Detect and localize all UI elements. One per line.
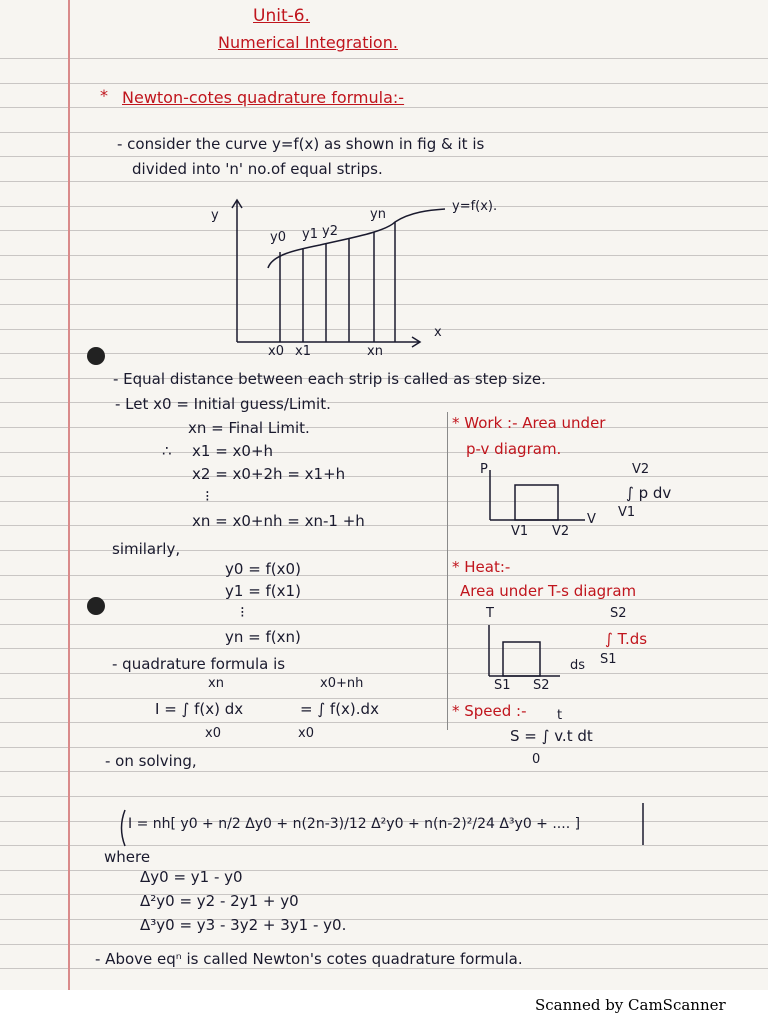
final-statement: - Above eqⁿ is called Newton's cotes quadrature formula. — [95, 950, 523, 968]
speed-formula: S = ∫ v.t dt — [510, 727, 593, 745]
heat-integral-upper: S2 — [610, 606, 627, 621]
newton-cotes-formula: I = nh[ y0 + n/2 Δy0 + n(2n-3)/12 Δ²y0 + n(n-2)²/24 Δ³y0 + .... ] — [128, 816, 581, 832]
heading-bullet: * — [100, 86, 108, 105]
speed-integral-upper: t — [557, 708, 563, 723]
page-title: Numerical Integration. — [218, 33, 398, 52]
fig-y-axis-label: y — [211, 208, 219, 223]
pv-area — [515, 485, 558, 520]
fig-ordinate-y2: y2 — [322, 224, 338, 239]
fig-ordinate-y0: y0 — [270, 230, 286, 245]
step-size-definition: - Equal distance between each strip is called as step size. — [113, 370, 546, 388]
heat-integral-lower: S1 — [600, 652, 617, 667]
formula-left-bracket — [122, 810, 126, 846]
fig-abscissa-xn: xn — [367, 344, 383, 359]
yn-equation: yn = f(xn) — [225, 628, 301, 646]
work-v2-label: V2 — [552, 524, 570, 539]
similarly-label: similarly, — [112, 540, 181, 558]
ellipsis-1: ⁝ — [205, 487, 210, 505]
integral-2: = ∫ f(x).dx — [300, 700, 379, 718]
work-subtitle: p-v diagram. — [466, 440, 562, 458]
intro-line-1: - consider the curve y=f(x) as shown in fig & it is — [117, 135, 485, 153]
heat-s1-label: S1 — [494, 678, 511, 693]
integral-1-upper: xn — [208, 676, 224, 691]
work-v-label: V — [587, 512, 596, 527]
work-title: * Work :- Area under — [452, 414, 606, 432]
heat-subtitle: Area under T-s diagram — [460, 582, 637, 600]
fig-abscissa-x1: x1 — [295, 344, 311, 359]
fig-x-axis-label: x — [434, 325, 442, 340]
let-x0: - Let x0 = Initial guess/Limit. — [115, 395, 331, 413]
intro-line-2: divided into 'n' no.of equal strips. — [132, 160, 383, 178]
x2-equation: x2 = x0+2h = x1+h — [192, 465, 346, 483]
speed-integral-lower: 0 — [532, 752, 541, 767]
integral-1: I = ∫ f(x) dx — [155, 700, 244, 718]
section-heading: Newton-cotes quadrature formula:- — [122, 88, 405, 107]
therefore-symbol: ∴ — [162, 442, 172, 460]
fig-abscissa-x0: x0 — [268, 344, 284, 359]
work-integral: ∫ p dv — [626, 484, 672, 502]
integral-2-upper: x0+nh — [320, 676, 364, 691]
curve — [268, 209, 445, 268]
y0-equation: y0 = f(x0) — [225, 560, 301, 578]
work-integral-lower: V1 — [618, 505, 636, 520]
delta-y0: Δy0 = y1 - y0 — [140, 868, 243, 886]
heat-ds-label: ds — [570, 658, 586, 673]
work-integral-upper: V2 — [632, 462, 650, 477]
heat-integral: ∫ T.ds — [605, 630, 648, 648]
scanner-watermark: Scanned by CamScanner — [535, 996, 726, 1014]
ts-area — [503, 642, 540, 676]
xn-final-limit: xn = Final Limit. — [188, 419, 310, 437]
delta3-y0: Δ³y0 = y3 - 3y2 + 3y1 - y0. — [140, 916, 347, 934]
unit-title: Unit-6. — [253, 6, 310, 26]
xn-equation: xn = x0+nh = xn-1 +h — [192, 512, 365, 530]
ellipsis-2: ⁝ — [240, 603, 245, 621]
fig-ordinate-y1: y1 — [302, 227, 318, 242]
y1-equation: y1 = f(x1) — [225, 582, 301, 600]
quadrature-intro: - quadrature formula is — [112, 655, 286, 673]
heat-title: * Heat:- — [452, 558, 511, 576]
on-solving: - on solving, — [105, 752, 197, 770]
work-p-label: P — [480, 462, 488, 477]
where-label: where — [104, 848, 151, 866]
heat-t-label: T — [486, 606, 494, 621]
speed-title: * Speed :- — [452, 702, 527, 720]
fig-ordinate-yn: yn — [370, 207, 386, 222]
heat-s2-label: S2 — [533, 678, 550, 693]
integral-1-lower: x0 — [205, 726, 221, 741]
work-v1-label: V1 — [511, 524, 529, 539]
integral-2-lower: x0 — [298, 726, 314, 741]
x1-equation: x1 = x0+h — [192, 442, 274, 460]
fig-curve-label: y=f(x). — [452, 199, 498, 214]
delta2-y0: Δ²y0 = y2 - 2y1 + y0 — [140, 892, 299, 910]
